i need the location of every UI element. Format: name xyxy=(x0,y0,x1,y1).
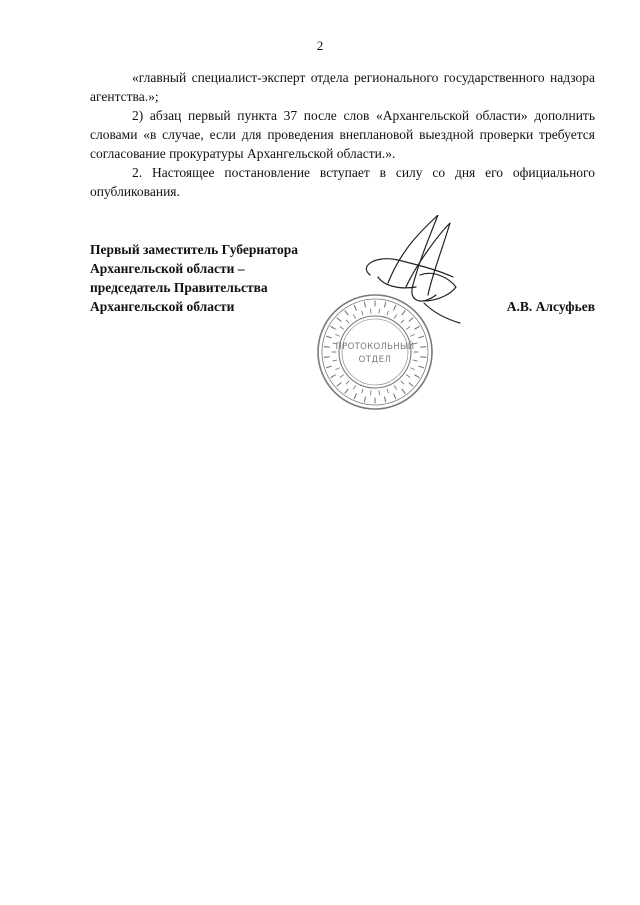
paragraph-point-37-amendment: 2) абзац первый пункта 37 после слов «Архангельской области» дополнить словами «в случае, если для проведения внеплановой выездной проверки требуется согласование прокуратуры Архангельской области.». xyxy=(90,108,595,161)
handwritten-signature xyxy=(358,215,468,325)
signatory-position-line: председатель Правительства xyxy=(90,280,268,295)
signatory-position-line: Первый заместитель Губернатора xyxy=(90,242,298,257)
document-body xyxy=(90,68,595,201)
paragraph-entry-into-force: 2. Настоящее постановление вступает в силу со дня его официального опубликования. xyxy=(90,165,595,199)
signatory-name: А.В. Алсуфьев xyxy=(506,299,595,314)
page-number: 2 xyxy=(316,38,324,53)
signatory-position-line: Архангельской области xyxy=(90,299,235,314)
paragraph-agency-title-amendment: «главный специалист-эксперт отдела регионального государственного надзора агентства.»; xyxy=(90,70,595,104)
signatory-position-line: Архангельской области – xyxy=(90,261,245,276)
signatory-position xyxy=(90,240,298,316)
seal-center-text-line2: ОТДЕЛ xyxy=(358,355,392,365)
signature-block xyxy=(90,240,595,420)
seal-center-text-line1: ПРОТОКОЛЬНЫЙ xyxy=(335,342,415,352)
